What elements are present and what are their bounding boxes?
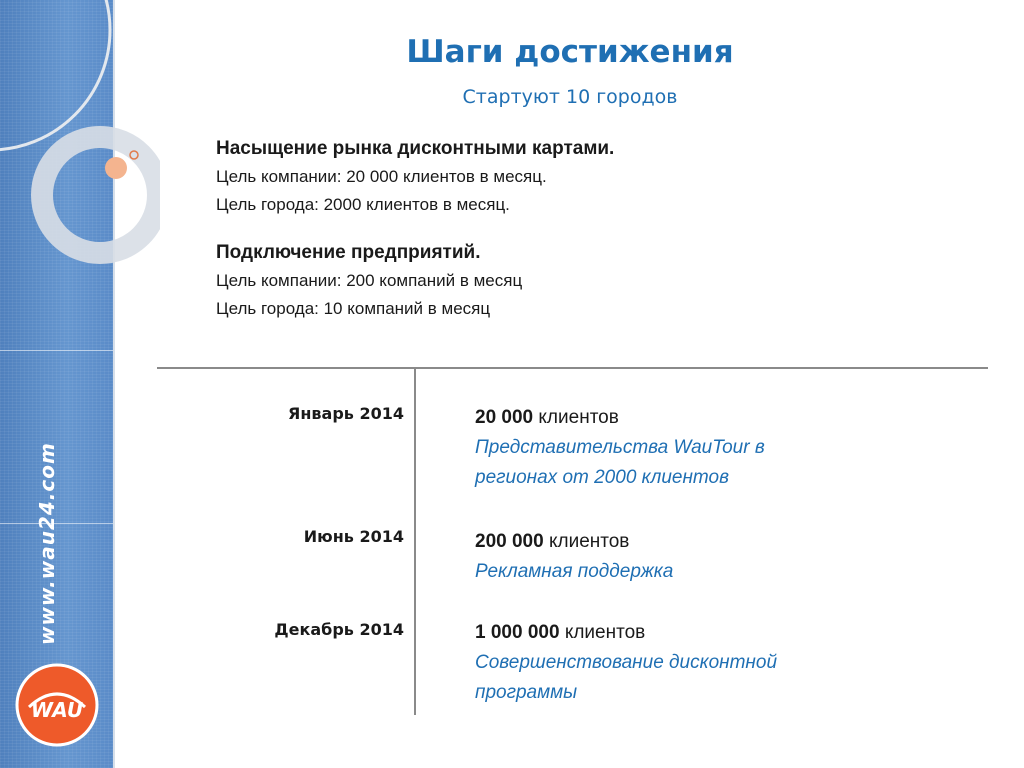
milestone-date: Июнь 2014	[303, 527, 404, 546]
milestone-count-line	[475, 618, 975, 648]
milestone-count: 1 000 000	[475, 622, 560, 643]
decorative-circles-icon	[0, 0, 160, 300]
page-subtitle: Стартуют 10 городов	[462, 86, 678, 108]
site-url[interactable]: www.wau24.com	[35, 442, 59, 645]
milestone-count: 200 000	[475, 531, 544, 552]
milestone-count-line	[475, 403, 975, 433]
milestone-unit: клиентов	[548, 531, 630, 552]
wau-logo	[15, 663, 99, 747]
milestone-desc: Представительства WauTour в	[475, 437, 765, 458]
milestone-desc: программы	[475, 682, 578, 703]
logo-text: WAU	[30, 698, 84, 722]
milestone-dec	[475, 618, 975, 708]
goals-section	[216, 135, 776, 323]
goal-block-companies	[216, 239, 776, 323]
goal-line: Цель компании: 20 000 клиентов в месяц.	[216, 167, 547, 186]
goal-heading: Насыщение рынка дисконтными картами.	[216, 138, 615, 159]
timeline-divider-vertical	[414, 368, 416, 715]
milestone-desc: Совершенствование дисконтной	[475, 652, 778, 673]
milestone-date: Декабрь 2014	[274, 620, 404, 639]
goal-heading: Подключение предприятий.	[216, 242, 481, 263]
milestone-desc: Рекламная поддержка	[475, 561, 674, 582]
milestone-count-line	[475, 527, 975, 557]
milestone-unit: клиентов	[538, 407, 619, 428]
page-title: Шаги достижения	[406, 34, 734, 70]
timeline-divider-horizontal	[157, 367, 988, 369]
goal-line: Цель города: 2000 клиентов в месяц.	[216, 195, 510, 214]
sidebar-divider	[0, 350, 113, 351]
milestone-unit: клиентов	[564, 622, 646, 643]
goal-line: Цель города: 10 компаний в месяц	[216, 299, 491, 318]
milestone-desc: регионах от 2000 клиентов	[475, 467, 730, 488]
goal-line: Цель компании: 200 компаний в месяц	[216, 271, 523, 290]
milestone-date: Январь 2014	[288, 404, 404, 423]
goal-block-market	[216, 135, 776, 219]
milestone-jun	[475, 527, 975, 587]
milestone-jan	[475, 403, 975, 493]
milestone-count: 20 000	[475, 407, 534, 428]
